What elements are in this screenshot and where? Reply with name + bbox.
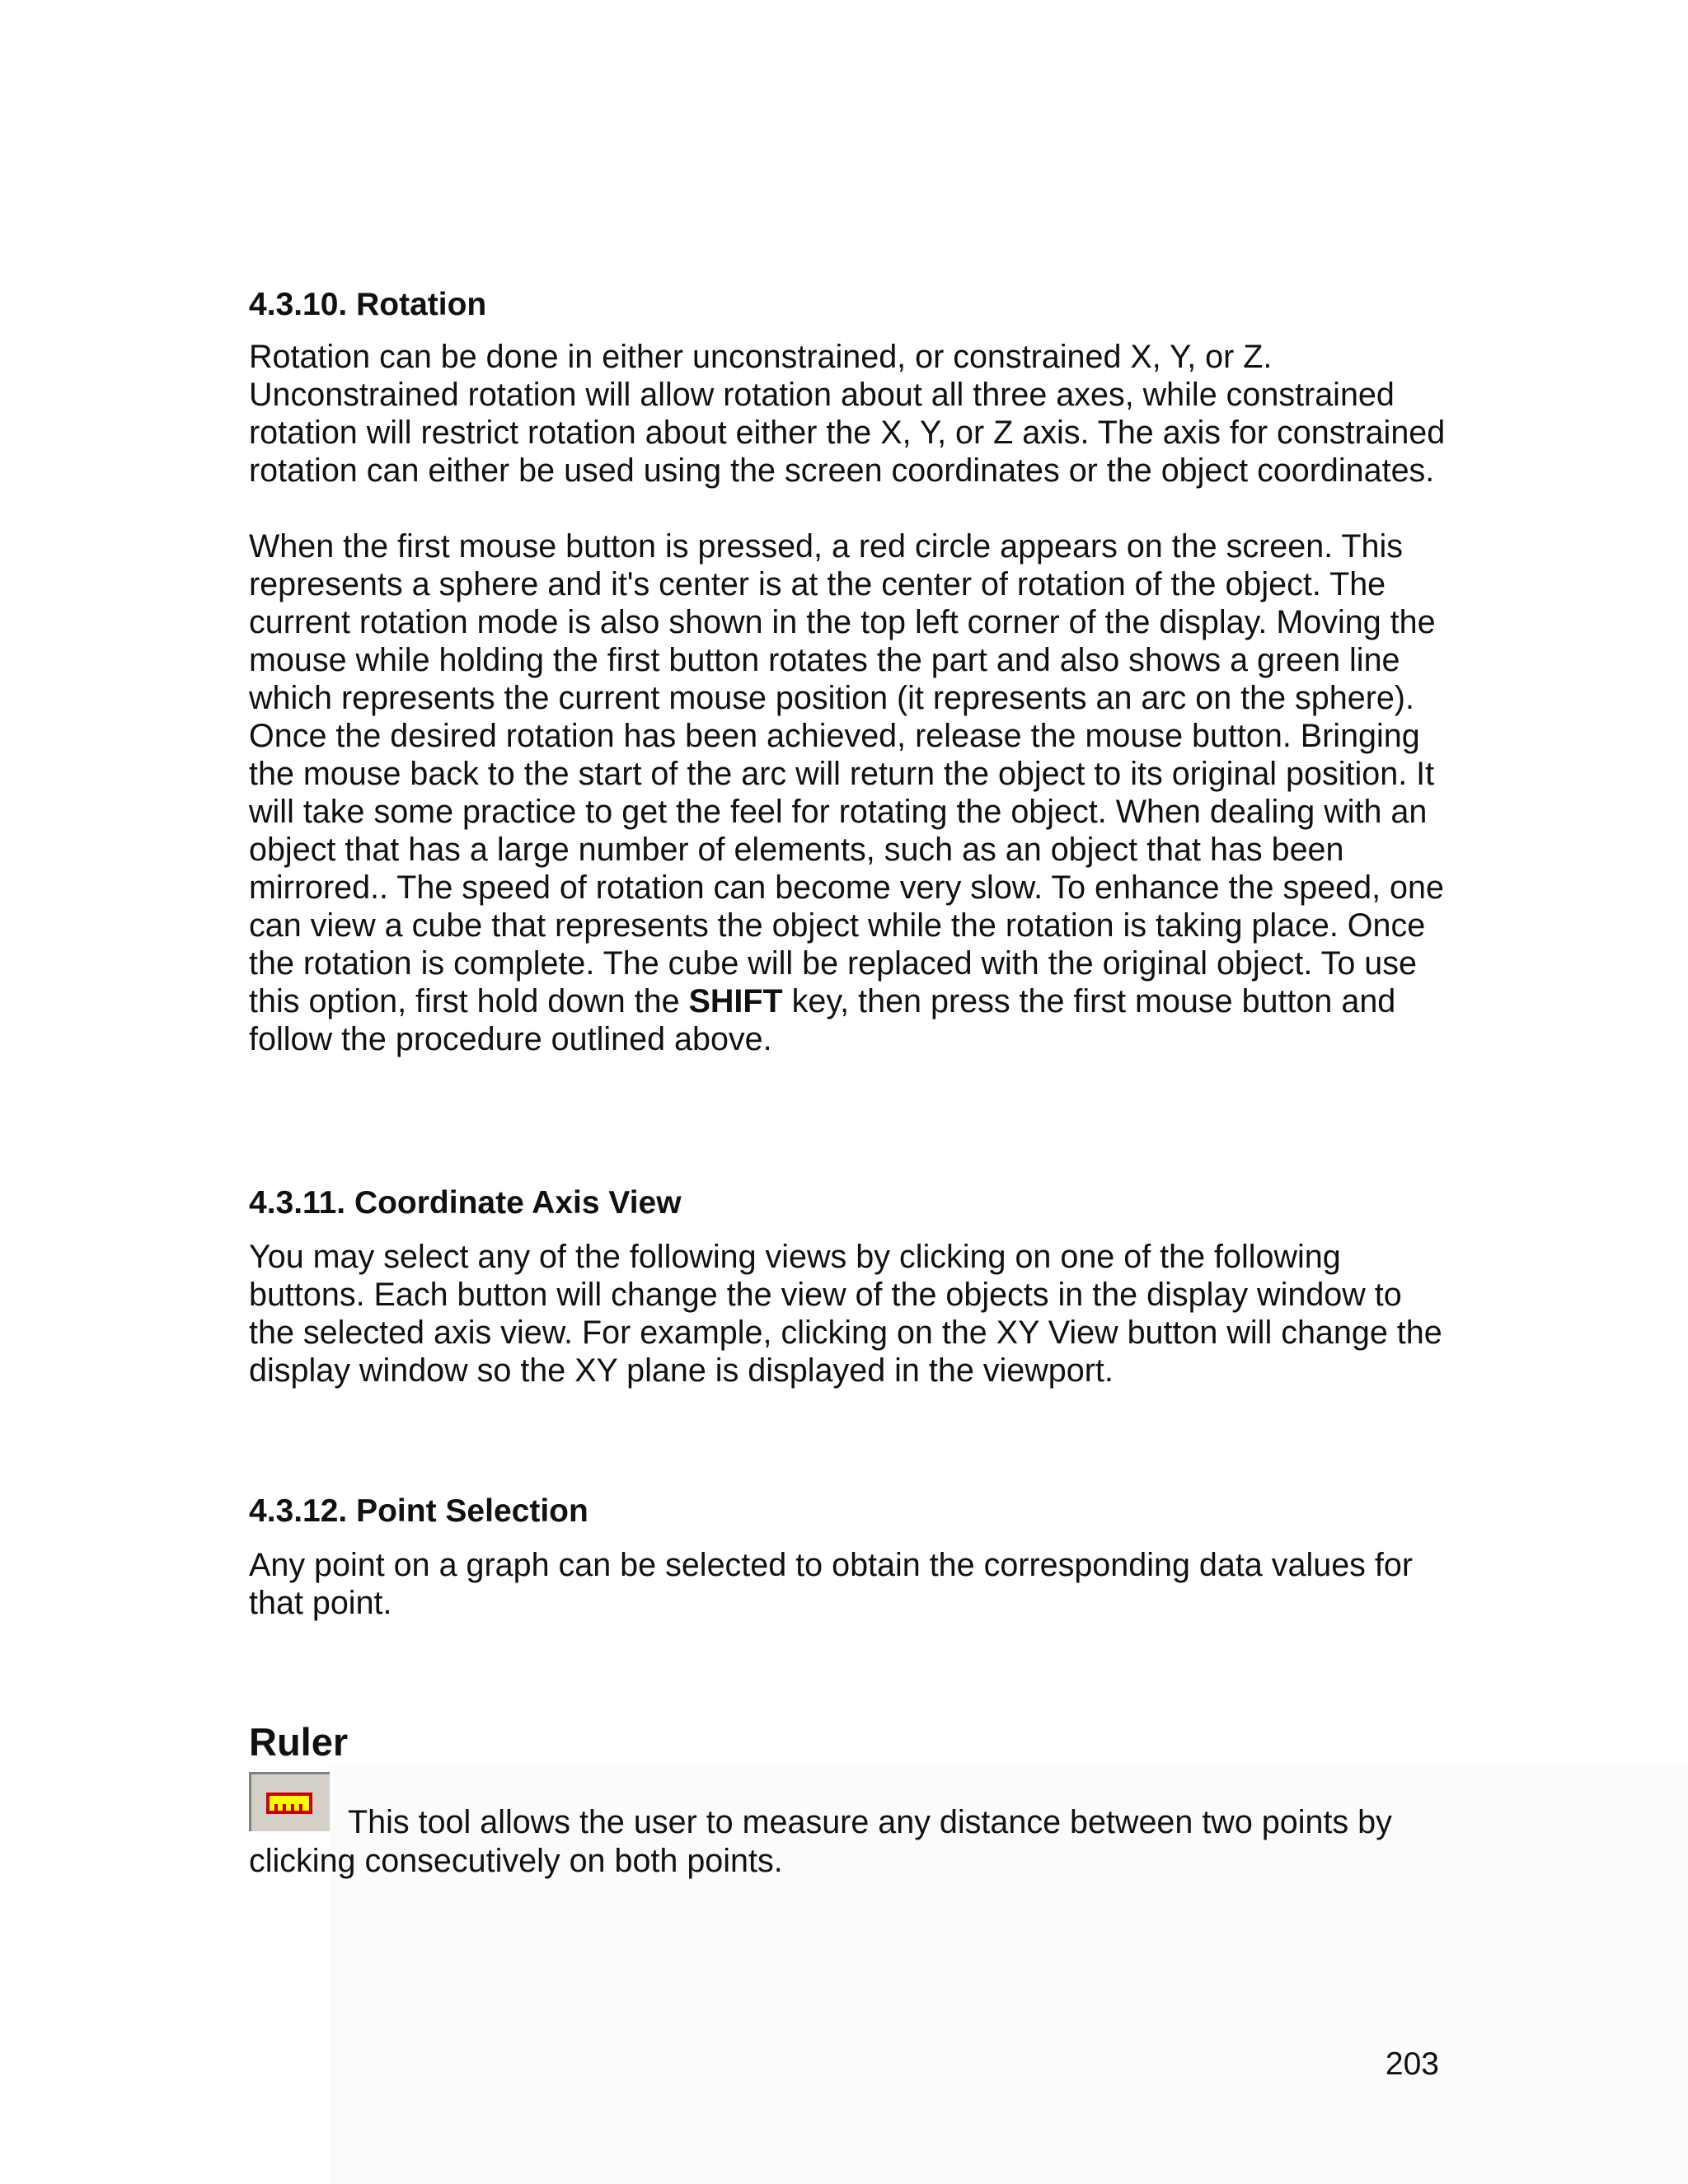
section-heading-rotation: 4.3.10. Rotation [249,287,487,322]
section-coordinate-axis-view [249,1183,1448,1390]
page-number: 203 [1385,2046,1439,2082]
section-point-selection [249,1492,1448,1622]
section-rotation [249,285,1448,1058]
ruler-description [249,1772,1448,1881]
rotation-paragraph-2 [249,527,1448,1058]
ruler-description-text: This tool allows the user to measure any distance between two points by clicking consecutively on both points. [249,1804,1392,1879]
ruler-glyph [266,1789,312,1817]
shift-key-label: SHIFT [688,983,783,1019]
section-heading-coordinate-axis-view: 4.3.11. Coordinate Axis View [249,1185,682,1221]
ruler-heading: Ruler [249,1720,349,1764]
coordinate-axis-view-paragraph: You may select any of the following views by clicking on one of the following buttons. Each button will change the view of the objects in the display window to the selected axis view. For example, clicking on the XY View button will change the display window so the XY plane is displayed in the viewport. [249,1239,1442,1389]
section-heading-point-selection: 4.3.12. Point Selection [249,1493,588,1529]
ruler-icon[interactable] [249,1772,330,1831]
rotation-paragraph-2-end: key, then press the first mouse button and follow the procedure outlined above. [249,983,1396,1057]
rotation-paragraph-1: Rotation can be done in either unconstrained, or constrained X, Y, or Z. Unconstrained rotation will allow rotation about all three axes, while constrained rotation will restrict rotation about either the X, Y, or Z axis. The axis for constrained rotation can either be used using the screen coordinates or the object coordinates. [249,339,1446,489]
rotation-paragraph-2-text: When the first mouse button is pressed, a red circle appears on the screen. This represents a sphere and it's center is at the center of rotation of the object. The current rotation mode is also shown in the top left corner of the display. Moving the mouse while holding the first button rotates the part and also shows a green line which represents the current mouse position (it represents an arc on the sphere). Once the desired rotation has been achieved, release the mouse button. Bringing the mouse back to the start of the arc will return the object to its original position. It will take some practice to get the feel for rotating the object. When dealing with an object that has a large number of elements, such as an object that has been mirrored.. The speed of rotation can become very slow. To enhance the speed, one can view a cube that represents the object while the rotation is taking place. Once the rotation is complete. The cube will be replaced with the original object. To use this option, first hold down the [249,528,1444,1019]
point-selection-paragraph: Any point on a graph can be selected to obtain the corresponding data values for that point. [249,1547,1413,1621]
section-ruler [249,1719,1448,1881]
